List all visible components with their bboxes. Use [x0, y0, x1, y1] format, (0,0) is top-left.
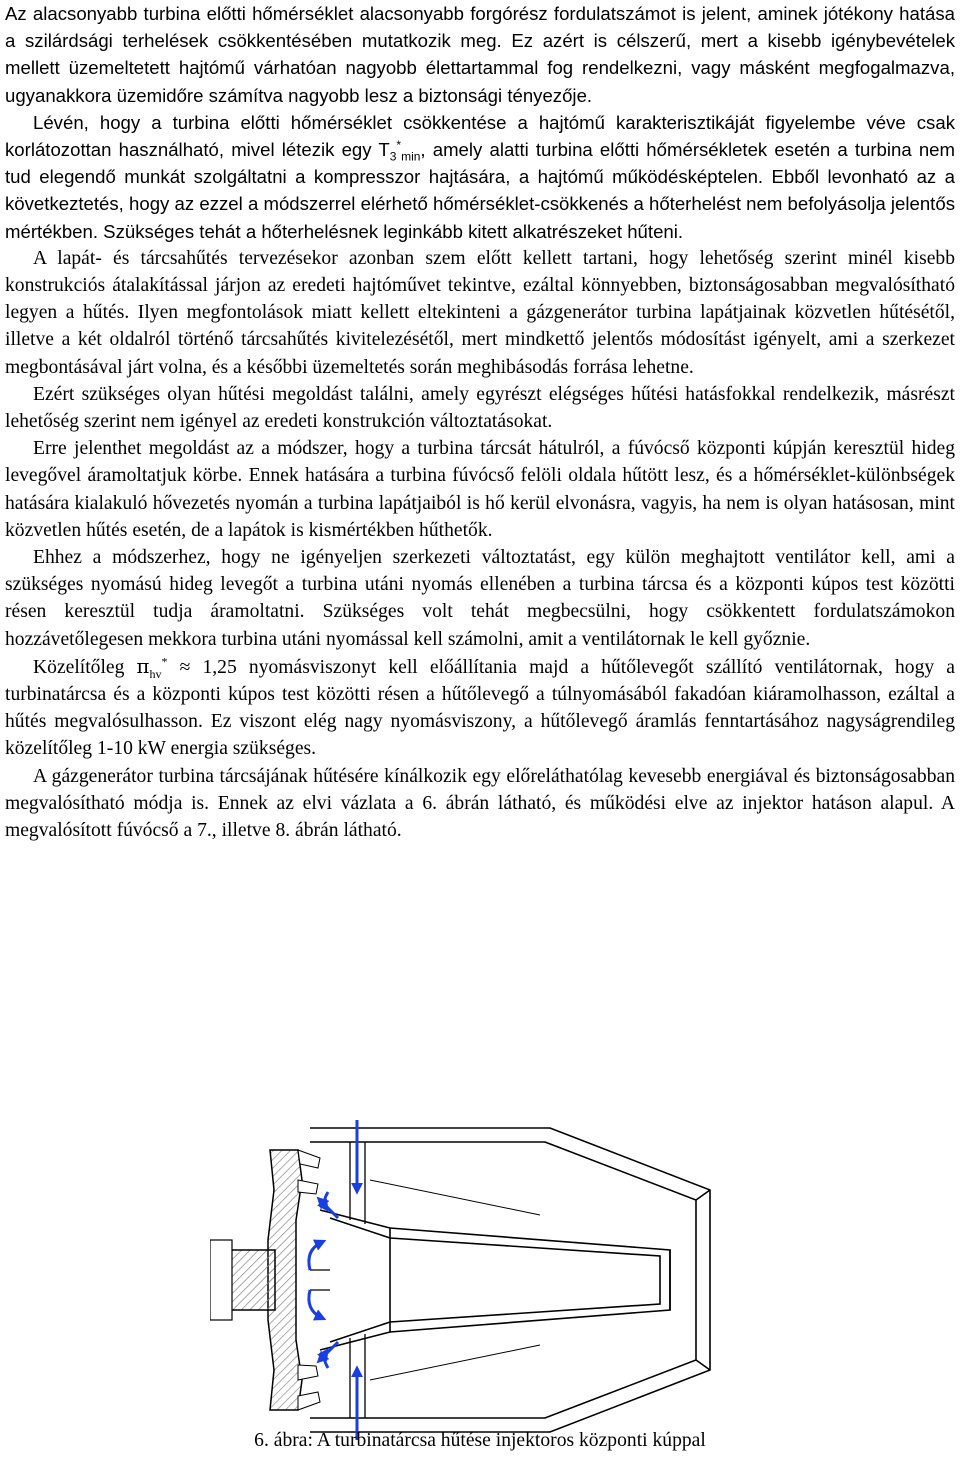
pi-symbol: π: [136, 654, 150, 678]
turbine-cooling-diagram: [210, 1120, 770, 1440]
paragraph-3: A lapát- és tárcsahűtés tervezésekor azonban szem előtt kellett tartani, hogy lehetőség szerint minél kisebb konstrukciós átalakítással járjon az eredeti hajtóművet tekintve, ezáltal könnyebben, biztonságosabban megvalósítható legyen a hűtés. Ilyen megfontolások miatt kellett eltekinteni a gázgenerátor turbina lapátjainak közvetlen hűtésétől, illetve a két oldalról történő tárcsahűtés kivitelezésétől, mert mindkettő jelentős módosítást igényelt, ami a szerkezet megbontásával járt volna, és a későbbi üzemeltetés során meghibásodás forrása lehetne.: [5, 247, 955, 378]
pi-subscript: hv: [149, 666, 162, 681]
gas-flow-lines: [370, 1180, 540, 1380]
temp-superscript: *: [396, 137, 402, 152]
document-page: [5, 0, 955, 844]
paragraph-6: Ehhez a módszerhez, hogy ne igényeljen szerkezeti változtatást, egy külön meghajtott ventilátor kell, ami a szükséges nyomású hideg levegőt a turbina utáni nyomás ellenében a turbina tárcsa és a központi kúpos test közötti résen keresztül tudja áramoltatni. Szükséges volt tehát megbecsülni, hogy csökkentett fordulatszámokon hozzávetőlegesen mekkora turbina utáni nyomással kell számolni, amit a ventilátornak le kell győznie.: [5, 547, 955, 650]
paragraph-5: Erre jelenthet megoldást az a módszer, hogy a turbina tárcsát hátulról, a fúvócső központi kúpján keresztül hideg levegővel áramoltatjuk körbe. Ennek hatására a turbina fúvócső felöli oldala hűtött lesz, és a hőmérséklet-különbségek hatására kialakuló hővezetés nyomán a turbina lapátjaiból is hő kerül elvonásra, vagyis, ha nem is olyan hatásosan, mint közvetlen hűtés esetén, de a lapátok is kismértékben hűthetők.: [5, 438, 955, 541]
paragraph-8: A gázgenerátor turbina tárcsájának hűtésére kínálkozik egy előreláthatólag kevesebb energiával és biztonságosabban megvalósítható módja is. Ennek az elvi vázlata a 6. ábrán látható, és működési elve az injektor hatáson alapul. A megvalósított fúvócső a 7., illetve 8. ábrán látható.: [5, 765, 955, 842]
temp-min-subscript: min: [401, 149, 421, 164]
central-cone: [320, 1210, 670, 1350]
pi-superscript: *: [161, 654, 168, 669]
turbine-disc: [210, 1150, 302, 1410]
paragraph-7-part-b: 1,25 nyomásviszonyt kell előállítania majd a hűtőlevegőt szállító ventilátornak, hogy a turbinatárcsa és a központi kúpos test közötti résen a hűtőlevegő a túlnyomásából fakadóan kiáramolhasson, ezáltal a hűtés megvalósulhasson. Ez viszont elég nagy nyomásviszony, a hűtőlevegő áramlás fenntartásához nagyságrendileg közelítőleg 1-10 kW energia szükséges.: [5, 656, 955, 760]
paragraph-2-part-b: , amely alatti turbina előtti hőmérsékletek esetén a turbina nem tud elegendő munkát szolgáltatni a kompresszor hajtására, a hajtómű működésképtelen. Ebből levonható az a következtetés, hogy az ezzel a módszerrel elérhető hőmérséklet-csökkenés a hőterhelést nem befolyásolja jelentős mértékben. Szükséges tehát a hőterhelésnek leginkább kitett alkatrészeket hűteni.: [5, 139, 955, 242]
paragraph-4: Ezért szükséges olyan hűtési megoldást találni, amely egyrészt elégséges hűtési hatásfokkal rendelkezik, másrészt lehetőség szerint nem igényel az eredeti konstrukción változtatásokat.: [5, 383, 955, 433]
paragraph-7: [5, 653, 955, 763]
figure-caption: 6. ábra: A turbinatárcsa hűtése injektoros központi kúppal: [254, 1430, 706, 1451]
paragraph-7-part-a: Közelítőleg: [33, 656, 137, 678]
paragraph-2-part-a: Lévén, hogy a turbina előtti hőmérséklet csökkentése a hajtómű karakterisztikáját figyelembe véve csak korlátozottan használható, mivel létezik egy T: [5, 111, 955, 161]
temp-subscript: 3: [389, 149, 397, 164]
paragraph-2: [5, 109, 955, 245]
nozzle-casing: [310, 1128, 710, 1432]
paragraph-1: Az alacsonyabb turbina előtti hőmérséklet alacsonyabb forgórész fordulatszámot is jelent, aminek jótékony hatása a szilárdsági terhelések csökkentésében mutatkozik meg. Ez azért is célszerű, mert a kisebb igénybevételek mellett üzemeltetett hajtómű várhatóan nagyobb élettartammal fog rendelkezni, vagy másként megfogalmazva, ugyanakkora üzemidőre számítva nagyobb lesz a biztonsági tényezője.: [5, 3, 955, 106]
approx-symbol: ≈: [167, 656, 203, 678]
turbine-blades: [298, 1150, 320, 1410]
